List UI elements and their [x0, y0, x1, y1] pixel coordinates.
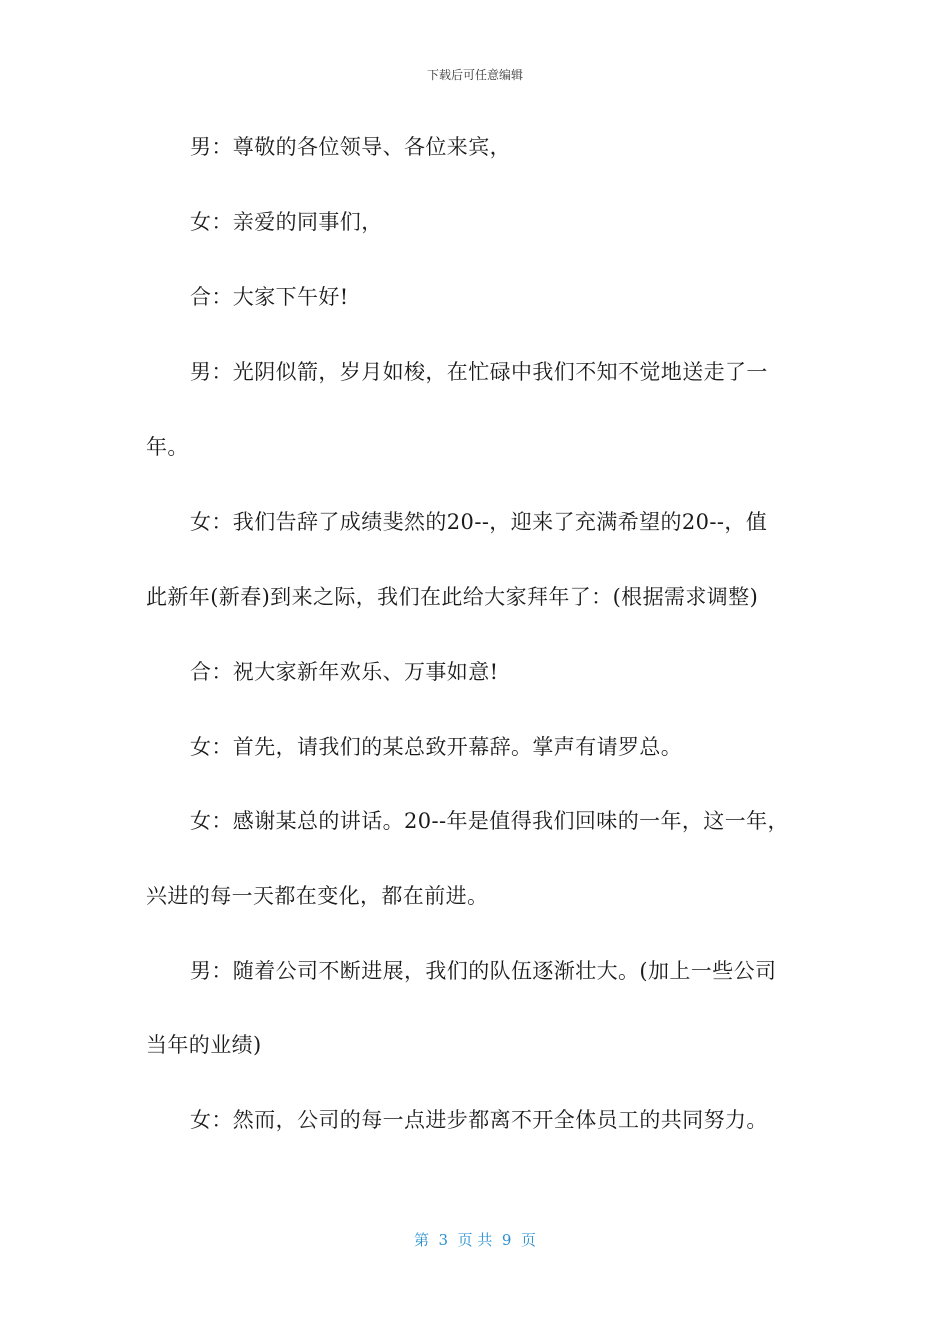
script-line: 男：尊敬的各位领导、各位来宾，: [190, 135, 511, 159]
script-line: 女：然而，公司的每一点进步都离不开全体员工的共同努力。: [190, 1108, 768, 1132]
page-number-footer: 第 3 页 共 9 页: [414, 1231, 536, 1249]
script-line-continuation: 当年的业绩): [146, 1033, 262, 1057]
script-line-continuation: 此新年(新春)到来之际，我们在此给大家拜年了：(根据需求调整): [146, 585, 759, 609]
script-line: 男：随着公司不断进展，我们的队伍逐渐壮大。(加上一些公司: [190, 959, 777, 983]
script-line-continuation: 兴进的每一天都在变化，都在前进。: [146, 884, 489, 908]
script-line: 合：大家下午好!: [190, 285, 349, 309]
script-line: 男：光阴似箭，岁月如梭，在忙碌中我们不知不觉地送走了一: [190, 360, 768, 384]
script-line: 女：感谢某总的讲话。20--年是值得我们回味的一年，这一年，: [190, 809, 789, 833]
script-line: 女：亲爱的同事们，: [190, 210, 383, 234]
script-line: 女：首先，请我们的某总致开幕辞。掌声有请罗总。: [190, 735, 683, 759]
page-header: 下载后可任意编辑: [426, 68, 523, 82]
script-line-continuation: 年。: [146, 435, 189, 459]
script-line: 合：祝大家新年欢乐、万事如意!: [190, 660, 499, 684]
script-line: 女：我们告辞了成绩斐然的20--，迎来了充满希望的20--，值: [190, 510, 768, 534]
